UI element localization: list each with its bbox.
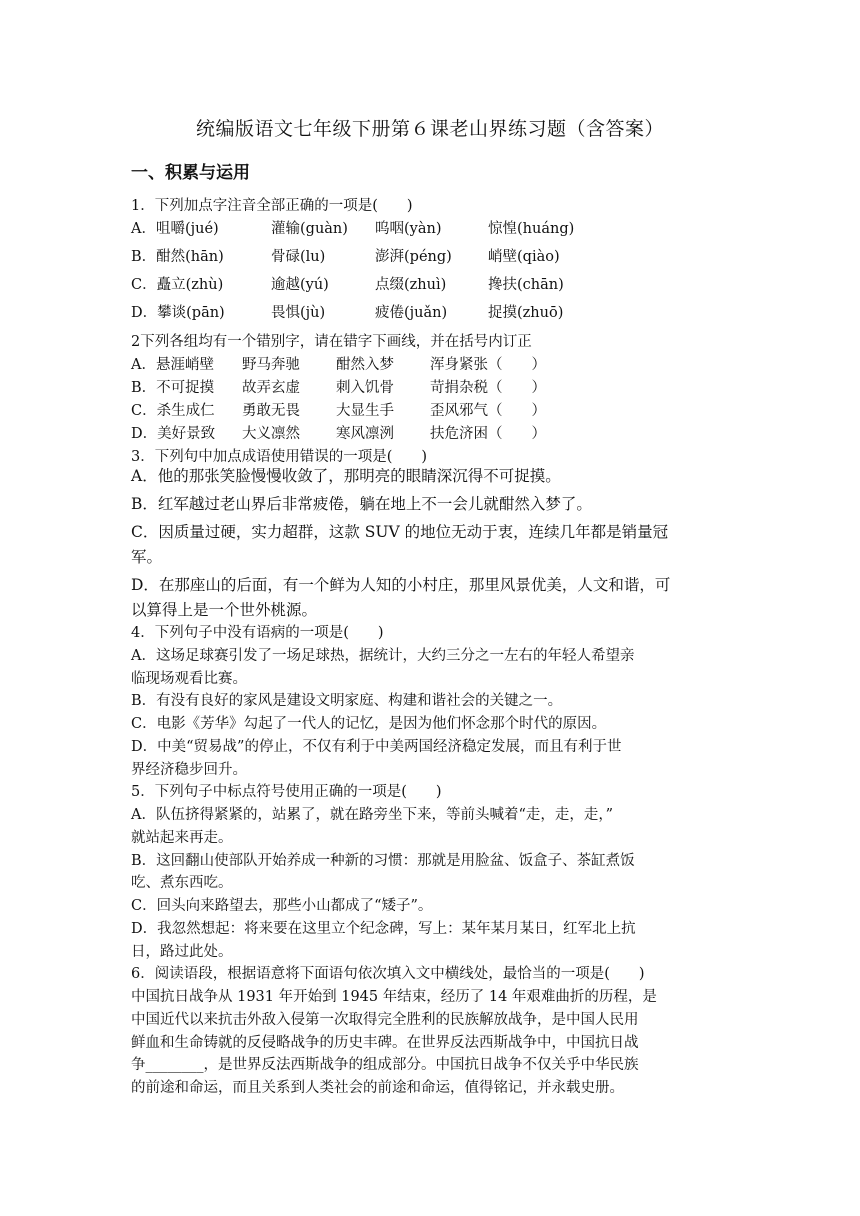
q1-stem: 1．下列加点字注音全部正确的一项是( ) — [131, 198, 413, 214]
q3-option-a: A．他的那张笑脸慢慢收敛了，那明亮的眼睛深沉得不可捉摸。 — [131, 467, 561, 485]
q5-option-a: A．队伍挤得紧紧的，站累了，就在路旁坐下来，等前头喊着“走，走，走，” — [131, 807, 614, 823]
q2-c-3: 大显生手 — [336, 403, 394, 419]
q2-d-2: 大义凛然 — [242, 426, 300, 442]
q1-option-d — [131, 302, 563, 324]
q1-d-3: 疲倦(juǎn) — [375, 305, 448, 321]
q1-c-3: 点缀(zhuì) — [375, 277, 447, 293]
q2-d-4: 扶危济困（ ） — [430, 426, 546, 442]
section-heading: 一、积累与运用 — [131, 163, 250, 183]
q2-a-2: 野马奔驰 — [242, 357, 300, 373]
q3-option-b: B．红军越过老山界后非常疲倦，躺在地上不一会儿就酣然入梦了。 — [131, 495, 592, 513]
q2-b-4: 苛捐杂税（ ） — [430, 380, 546, 396]
q2-d-3: 寒风凛洌 — [336, 426, 394, 442]
q5-option-d-cont: 日，路过此处。 — [131, 944, 233, 960]
q5-option-a-cont: 就站起来再走。 — [131, 830, 233, 846]
q2-stem: 2下列各组均有一个错别字，请在错字下画线，并在括号内订正 — [131, 334, 532, 350]
q2-b-3: 刺入饥骨 — [336, 380, 394, 396]
q1-a-4: 惊惶(huáng) — [488, 221, 575, 237]
q1-a-1: A．咀嚼(jué) — [131, 221, 219, 237]
q6-stem: 6．阅读语段，根据语意将下面语句依次填入文中横线处，最恰当的一项是( ) — [131, 966, 645, 982]
q2-b-2: 故弄玄虚 — [242, 380, 300, 396]
q3-stem: 3．下列句中加点成语使用错误的一项是( ) — [131, 449, 428, 465]
q3-option-c-cont: 军。 — [131, 548, 163, 566]
q1-b-3: 澎湃(péng) — [375, 249, 452, 265]
q1-c-4: 搀扶(chān) — [488, 277, 564, 293]
q4-option-c: C．电影《芳华》勾起了一代人的记忆，是因为他们怀念那个时代的原因。 — [131, 716, 607, 732]
q1-a-3: 呜咽(yàn) — [375, 221, 442, 237]
q1-a-2: 灌输(guàn) — [271, 221, 348, 237]
q6-passage-line-1: 中国抗日战争从 1931 年开始到 1945 年结束，经历了 14 年艰难曲折的历程，是 — [131, 989, 657, 1005]
q1-c-1: C．矗立(zhù) — [131, 277, 224, 293]
q1-option-c — [131, 274, 564, 296]
q2-c-2: 勇敢无畏 — [242, 403, 300, 419]
q2-a-4: 浑身紧张（ ） — [430, 357, 546, 373]
q5-stem: 5．下列句子中标点符号使用正确的一项是( ) — [131, 784, 442, 800]
q1-b-1: B．酣然(hān) — [131, 249, 224, 265]
q6-passage-line-2: 中国近代以来抗击外敌入侵第一次取得完全胜利的民族解放战争，是中国人民用 — [131, 1012, 639, 1028]
q2-a-1: A．悬涯峭壁 — [131, 357, 214, 373]
q1-c-2: 逾越(yú) — [271, 277, 329, 293]
q2-c-4: 歪风邪气（ ） — [430, 403, 546, 419]
q1-b-4: 峭壁(qiào) — [488, 249, 560, 265]
q4-option-a: A．这场足球赛引发了一场足球热，据统计，大约三分之一左右的年轻人希望亲 — [131, 648, 635, 664]
q2-option-c — [131, 400, 546, 422]
q4-option-a-cont: 临现场观看比赛。 — [131, 671, 247, 687]
q1-d-4: 捉摸(zhuō) — [488, 305, 564, 321]
q4-option-d-cont: 界经济稳步回升。 — [131, 762, 247, 778]
q5-option-b-cont: 吃、煮东西吃。 — [131, 875, 233, 891]
q4-option-b: B．有没有良好的家风是建设文明家庭、构建和谐社会的关键之一。 — [131, 693, 563, 709]
q2-d-1: D．美好景致 — [131, 426, 216, 442]
q5-option-c: C．回头向来路望去，那些小山都成了“矮子”。 — [131, 898, 433, 914]
q1-option-a — [131, 218, 574, 240]
q1-d-1: D．攀谈(pān) — [131, 305, 225, 321]
q6-passage-line-3: 鲜血和生命铸就的反侵略战争的历史丰碑。在世界反法西斯战争中，中国抗日战 — [131, 1035, 639, 1051]
q2-option-b — [131, 377, 546, 399]
q6-passage-line-4: 争________，是世界反法西斯战争的组成部分。中国抗日战争不仅关乎中华民族 — [131, 1057, 639, 1073]
q4-option-d: D．中美“贸易战”的停止，不仅有利于中美两国经济稳定发展，而且有利于世 — [131, 739, 622, 755]
q5-option-d: D．我忽然想起：将来要在这里立个纪念碑，写上：某年某月某日，红军北上抗 — [131, 921, 636, 937]
q2-option-d — [131, 423, 546, 445]
q3-option-d-cont: 以算得上是一个世外桃源。 — [131, 601, 318, 619]
q1-d-2: 畏惧(jù) — [271, 305, 326, 321]
q5-option-b: B．这回翻山使部队开始养成一种新的习惯：那就是用脸盆、饭盒子、茶缸煮饭 — [131, 853, 635, 869]
q1-b-2: 骨碌(lu) — [271, 249, 326, 265]
document-title: 统编版语文七年级下册第６课老山界练习题（含答案） — [195, 118, 664, 140]
q2-a-3: 酣然入梦 — [336, 357, 394, 373]
q2-c-1: C．杀生成仁 — [131, 403, 215, 419]
q3-option-d: D．在那座山的后面，有一个鲜为人知的小村庄，那里风景优美，人文和谐，可 — [131, 576, 671, 594]
q1-option-b — [131, 246, 560, 268]
q3-option-c: C．因质量过硬，实力超群，这款 SUV 的地位无动于衷，连续几年都是销量冠 — [131, 523, 669, 541]
q6-passage-line-5: 的前途和命运，而且关系到人类社会的前途和命运，值得铭记，并永载史册。 — [131, 1080, 624, 1096]
q2-option-a — [131, 354, 546, 376]
q4-stem: 4．下列句子中没有语病的一项是( ) — [131, 625, 384, 641]
q2-b-1: B．不可捉摸 — [131, 380, 215, 396]
